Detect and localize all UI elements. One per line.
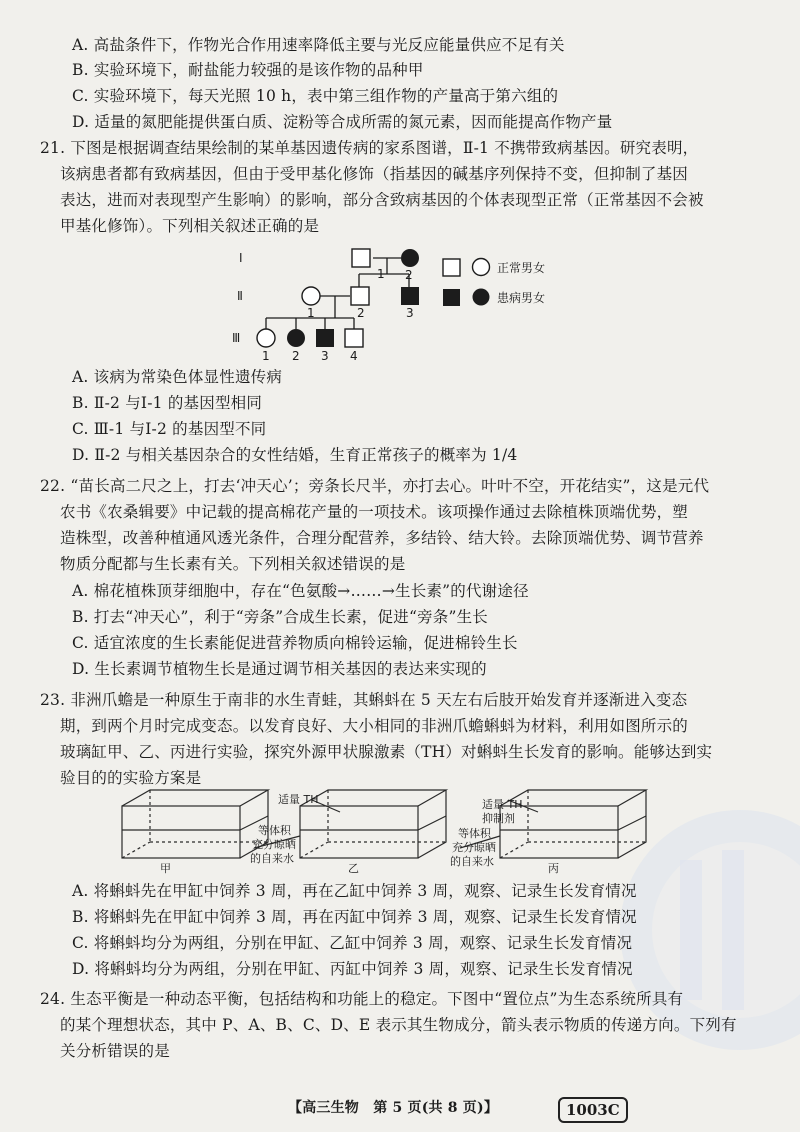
- pedigree-num-III-1: 1: [262, 349, 270, 363]
- q20-option-c: C. 实验环境下，每天光照 10 h，表中第三组作物的产量高于第六组的: [72, 87, 559, 105]
- q21-stem-line-2: 该病患者都有致病基因，但由于受甲基化修饰（指基因的碱基序列保持不变，但抑制了基因: [60, 165, 689, 183]
- pedigree-num-I-1: 1: [377, 267, 385, 281]
- q22-stem-line-1: 22. “苗长高二尺之上，打去‘冲天心’；旁条长尺半，亦打去心。叶叶不空，开花结实”，这是元代: [40, 477, 710, 495]
- tank-yi-water-label-3: 的自来水: [250, 852, 294, 865]
- q20-option-a: A. 高盐条件下，作物光合作用速率降低主要与光反应能量供应不足有关: [72, 36, 565, 54]
- q22-stem-line-4: 物质分配都与生长素有关。下列相关叙述错误的是: [60, 555, 406, 573]
- tank-label-jia: 甲: [160, 862, 171, 875]
- pedigree-num-II-3: 3: [406, 306, 414, 320]
- pedigree-num-III-4: 4: [350, 349, 358, 363]
- q23-option-b: B. 将蝌蚪先在甲缸中饲养 3 周，再在丙缸中饲养 3 周，观察、记录生长发育情况: [72, 908, 637, 926]
- q21-option-a: A. 该病为常染色体显性遗传病: [72, 368, 283, 386]
- q23-stem-line-1: 23. 非洲爪蟾是一种原生于南非的水生青蛙，其蝌蚪在 5 天左右后肢开始发育并逐渐进入变态: [40, 691, 688, 709]
- q23-stem-line-3: 玻璃缸甲、乙、丙进行实验，探究外源甲状腺激素（TH）对蝌蚪生长发育的影响。能够达到实: [60, 743, 713, 761]
- tank-bing-inhibitor-label: 抑制剂: [482, 812, 515, 825]
- q21-stem-line-1: 21. 下图是根据调查结果绘制的某单基因遗传病的家系图谱，Ⅱ-1 不携带致病基因。研究表明，: [40, 139, 699, 157]
- q20-option-b: B. 实验环境下，耐盐能力较强的是该作物的品种甲: [72, 61, 424, 79]
- tank-bing-th-label: 适量 TH: [482, 798, 523, 811]
- legend-normal-label: 正常男女: [497, 261, 546, 275]
- page-footer: 【高三生物 第 5 页(共 8 页)】: [288, 1100, 499, 1116]
- q21-stem-line-3: 表达，进而对表现型产生影响）的影响，部分含致病基因的个体表现型正常（正常基因不会被: [60, 191, 704, 209]
- q21-option-d: D. Ⅱ-2 与相关基因杂合的女性结婚，生育正常孩子的概率为 1/4: [72, 446, 518, 464]
- pedigree-num-II-2: 2: [357, 306, 365, 320]
- tank-yi-water-label-1: 等体积: [258, 824, 291, 837]
- q20-option-d: D. 适量的氮肥能提供蛋白质、淀粉等合成所需的氮元素，因而能提高作物产量: [72, 113, 613, 131]
- tank-bing-water-label-3: 的自来水: [450, 855, 494, 868]
- tank-label-yi: 乙: [348, 862, 359, 875]
- tank-yi-water-label-2: 充分晾晒: [252, 838, 296, 851]
- q22-option-c: C. 适宜浓度的生长素能促进营养物质向棉铃运输，促进棉铃生长: [72, 634, 518, 652]
- q22-option-b: B. 打去“冲天心”，利于“旁条”合成生长素，促进“旁条”生长: [72, 608, 488, 626]
- pedigree-num-III-3: 3: [321, 349, 329, 363]
- q24-stem-line-2: 的某个理想状态，其中 P、A、B、C、D、E 表示其生物成分，箭头表示物质的传递方向。下列有: [60, 1016, 737, 1034]
- gen-label-II: Ⅱ: [237, 289, 243, 303]
- q21-option-b: B. Ⅱ-2 与Ⅰ-1 的基因型相同: [72, 394, 263, 412]
- q22-stem-line-2: 农书《农桑辑要》中记载的提高棉花产量的一项技术。该项操作通过去除植株顶端优势，塑: [60, 503, 689, 521]
- tank-yi-th-label: 适量 TH: [278, 793, 319, 806]
- tank-bing-water-label-2: 充分晾晒: [452, 841, 496, 854]
- paper-code-badge: 1003C: [558, 1097, 628, 1123]
- q22-stem-line-3: 造株型，改善种植通风透光条件，合理分配营养，多结铃、结大铃。去除顶端优势、调节营养: [60, 529, 704, 547]
- q23-option-a: A. 将蝌蚪先在甲缸中饲养 3 周，再在乙缸中饲养 3 周，观察、记录生长发育情况: [72, 882, 637, 900]
- tank-yi: [300, 790, 446, 858]
- tank-label-bing: 丙: [548, 862, 559, 875]
- pedigree-num-II-1: 1: [307, 306, 315, 320]
- q21-option-c: C. Ⅲ-1 与Ⅰ-2 的基因型不同: [72, 420, 267, 438]
- gen-label-III: Ⅲ: [232, 331, 241, 345]
- q23-option-d: D. 将蝌蚪均分为两组，分别在甲缸、丙缸中饲养 3 周，观察、记录生长发育情况: [72, 960, 633, 978]
- q24-stem-line-1: 24. 生态平衡是一种动态平衡，包括结构和功能上的稳定。下图中“置位点”为生态系统所具有: [40, 990, 684, 1008]
- q23-stem-line-4: 验目的的实验方案是: [60, 769, 202, 787]
- pedigree-num-I-2: 2: [405, 268, 413, 282]
- q22-option-d: D. 生长素调节植物生长是通过调节相关基因的表达来实现的: [72, 660, 487, 678]
- tank-bing-water-label-1: 等体积: [458, 827, 491, 840]
- tank-jia: [122, 790, 268, 858]
- gen-label-I: Ⅰ: [239, 251, 243, 265]
- q23-option-c: C. 将蝌蚪均分为两组，分别在甲缸、乙缸中饲养 3 周，观察、记录生长发育情况: [72, 934, 633, 952]
- q21-stem-line-4: 甲基化修饰）。下列相关叙述正确的是: [60, 217, 320, 235]
- pedigree-num-III-2: 2: [292, 349, 300, 363]
- q23-stem-line-2: 期，到两个月时完成变态。以发育良好、大小相同的非洲爪蟾蝌蚪为材料，利用如图所示的: [60, 717, 689, 735]
- q24-stem-line-3: 关分析错误的是: [60, 1042, 170, 1060]
- q22-option-a: A. 棉花植株顶芽细胞中，存在“色氨酸→……→生长素”的代谢途径: [72, 582, 529, 600]
- legend-affected-label: 患病男女: [497, 291, 546, 305]
